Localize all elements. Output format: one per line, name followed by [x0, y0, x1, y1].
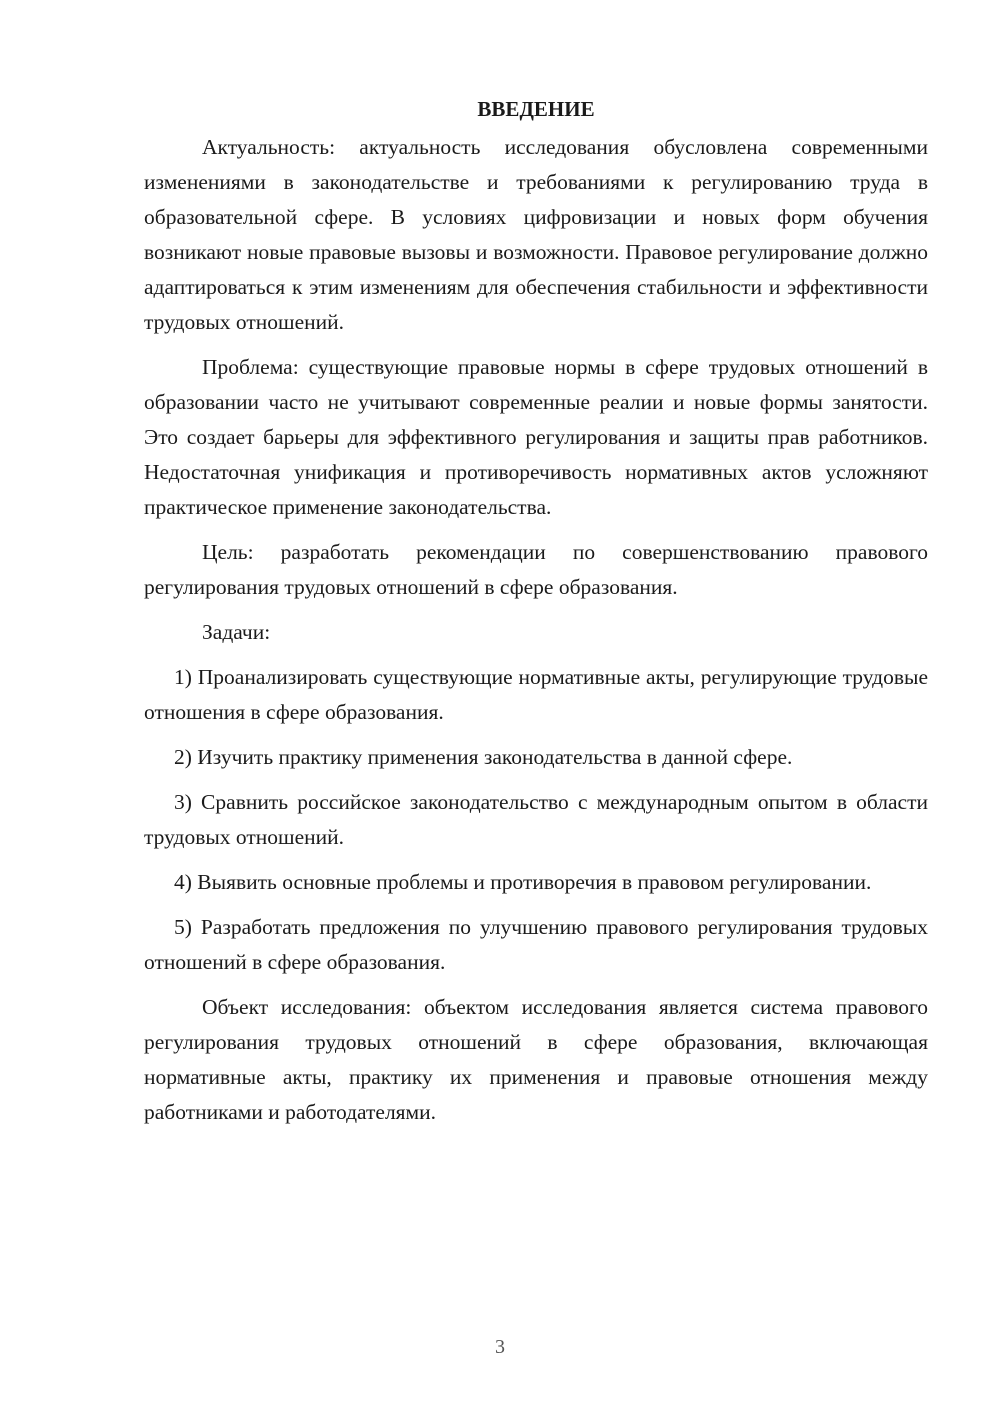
task-item-2: 2) Изучить практику применения законодательства в данной сфере.: [174, 745, 793, 769]
relevance-paragraph: Актуальность: актуальность исследования обусловлена современными изменениями в законодательстве и требованиями к регулированию труда в образовательной сфере. В условиях цифровизации и новых форм обучения возникают новые правовые вызовы и возможности. Правовое регулирование должно адаптироваться к этим изменениям для обеспечения стабильности и эффективности трудовых отношений.: [144, 135, 928, 334]
object-paragraph: Объект исследования: объектом исследования является система правового регулирования трудовых отношений в сфере образования, включающая нормативные акты, практику их применения и правовые отношения между работниками и работодателями.: [144, 995, 928, 1124]
problem-paragraph: Проблема: существующие правовые нормы в сфере трудовых отношений в образовании часто не учитывают современные реалии и новые формы занятости. Это создает барьеры для эффективного регулирования и защиты прав работников. Недостаточная унификация и противоречивость нормативных актов усложняют практическое применение законодательства.: [144, 355, 928, 519]
task-item-3: 3) Сравнить российское законодательство с международным опытом в области трудовых отношений.: [144, 790, 928, 849]
page-content: [144, 92, 928, 1140]
tasks-label: Задачи:: [202, 620, 271, 644]
task-item-4: 4) Выявить основные проблемы и противоречия в правовом регулировании.: [174, 870, 872, 894]
page-number: 3: [495, 1336, 505, 1358]
goal-paragraph: Цель: разработать рекомендации по совершенствованию правового регулирования трудовых отношений в сфере образования.: [144, 540, 928, 599]
task-item-1: 1) Проанализировать существующие нормативные акты, регулирующие трудовые отношения в сфере образования.: [144, 665, 928, 724]
section-title: ВВЕДЕНИЕ: [477, 97, 595, 121]
task-item-5: 5) Разработать предложения по улучшению правового регулирования трудовых отношений в сфере образования.: [144, 915, 928, 974]
